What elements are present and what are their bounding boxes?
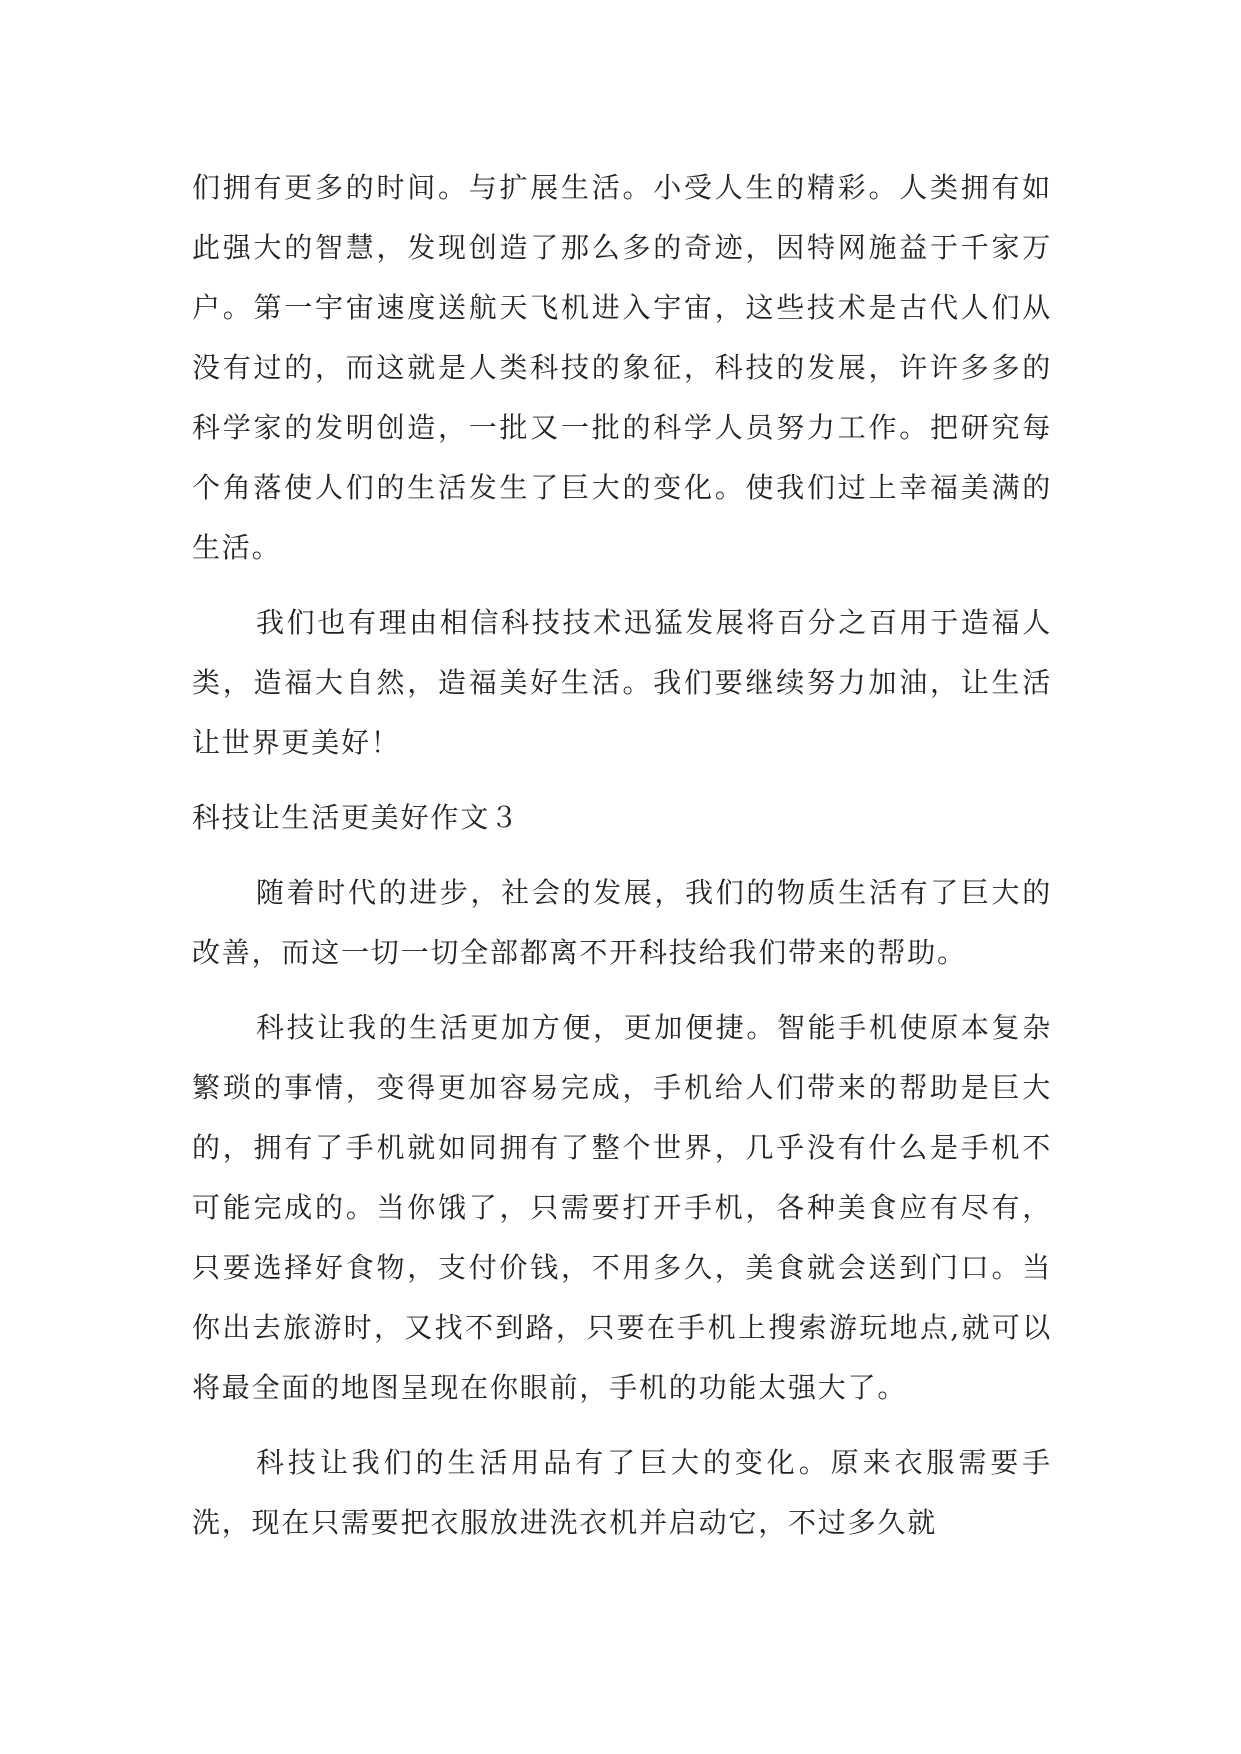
document-body (192, 158, 1052, 1568)
paragraph: 我们也有理由相信科技技术迅猛发展将百分之百用于造福人类，造福大自然，造福美好生活。我们要继续努力加油，让生活让世界更美好！ (192, 606, 1052, 759)
paragraph: 随着时代的进步，社会的发展，我们的物质生活有了巨大的改善，而这一切一切全部都离不开科技给我们带来的帮助。 (192, 876, 1052, 969)
paragraph-continuation: 们拥有更多的时间。与扩展生活。小受人生的精彩。人类拥有如此强大的智慧，发现创造了那么多的奇迹，因特网施益于千家万户。第一宇宙速度送航天飞机进入宇宙，这些技术是古代人们从没有过的，而这就是人类科技的象征，科技的发展，许许多多的科学家的发明创造，一批又一批的科学人员努力工作。把研究每个角落使人们的生活发生了巨大的变化。使我们过上幸福美满的生活。 (192, 171, 1052, 564)
paragraph: 科技让我们的生活用品有了巨大的变化。原来衣服需要手洗，现在只需要把衣服放进洗衣机并启动它，不过多久就 (192, 1446, 1052, 1539)
paragraph: 科技让我的生活更加方便，更加便捷。智能手机使原本复杂繁琐的事情，变得更加容易完成，手机给人们带来的帮助是巨大的，拥有了手机就如同拥有了整个世界，几乎没有什么是手机不可能完成的。当你饿了，只需要打开手机，各种美食应有尽有，只要选择好食物，支付价钱，不用多久，美食就会送到门口。当你出去旅游时，又找不到路，只要在手机上搜索游玩地点,就可以将最全面的地图呈现在你眼前，手机的功能太强大了。 (192, 1011, 1052, 1404)
section-heading: 科技让生活更美好作文３ (192, 801, 520, 834)
